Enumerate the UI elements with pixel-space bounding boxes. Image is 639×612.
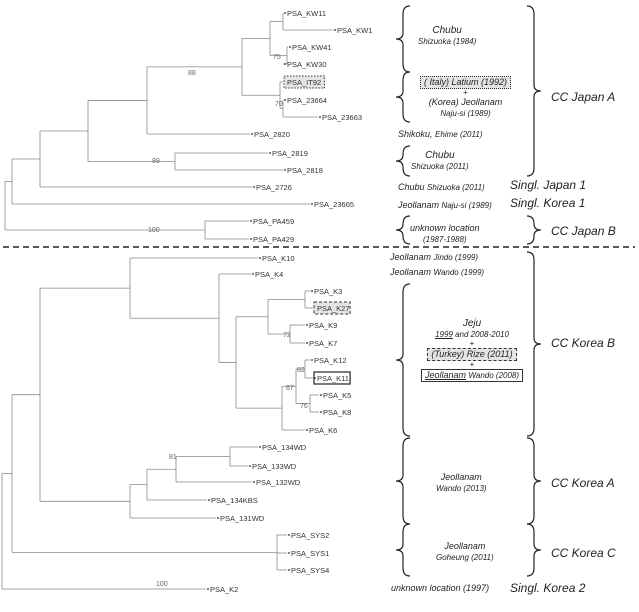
leaf-label-k5: PSA_K5 [323,390,352,400]
clade-cc-korea-a: CC Korea A [551,476,615,490]
bootstrap-value: 67 [286,385,294,392]
clade-brace [396,146,410,176]
location-jindo: Jeollanam Jindo (1999) [390,252,479,262]
bootstrap-value: 89 [152,158,160,165]
leaf-label-pa459: PSA_PA459 [253,216,295,226]
latium-highlight-box: ( Italy) Latium (1992) [420,76,511,89]
leaf-dot [284,169,286,171]
leaf-label-wd131: PSA_131WD [220,513,265,523]
turkey-highlight-box: (Turkey) Rize (2011) [427,348,516,361]
leaf-dot [249,465,251,467]
leaf-label-k9: PSA_K9 [309,320,338,330]
location-goheung: Jeollanam Goheung (2011) [436,541,494,562]
leaf-label-p23665: PSA_23665 [314,199,355,209]
bootstrap-value: 70 [275,101,283,108]
leaf-dot [288,569,290,571]
clade-brace [396,524,410,576]
clade-brace [396,72,410,122]
leaf-label-k7: PSA_K7 [309,338,338,348]
location-latium-jeollanam: ( Italy) Latium (1992) + (Korea) Jeollanam Naju-si (1989) [420,76,511,119]
tree-branches [2,13,333,589]
leaf-dot [217,517,219,519]
leaf-label-k12: PSA_K12 [314,355,347,365]
leaf-dot [253,481,255,483]
leaf-dot [320,394,322,396]
clade-singl-korea-2: Singl. Korea 2 [510,581,586,595]
leaf-dot [208,499,210,501]
leaf-label-p2820: PSA_2820 [254,129,290,139]
leaf-dot [311,203,313,205]
leaf-dot [311,290,313,292]
leaf-dot [289,46,291,48]
leaf-label-p2726: PSA_2726 [256,182,292,192]
leaf-dot [259,446,261,448]
bootstrap-value: 75 [273,54,281,61]
leaf-dot [288,552,290,554]
leaf-label-kw30: PSA_KW30 [287,59,327,69]
leaf-dot [284,99,286,101]
clade-brace [527,438,541,524]
leaf-label-kw1: PSA_KW1 [337,25,373,35]
leaf-dot [207,588,209,590]
location-unknown-1997: unknown location (1997) [391,583,490,593]
location-wando-1999: Jeollanam Wando (1999) [390,267,485,277]
leaf-dot [284,63,286,65]
leaf-dot [284,12,286,14]
leaf-dot [269,152,271,154]
leaf-label-kw41: PSA_KW41 [292,42,332,52]
leaf-label-p23663: PSA_23663 [322,112,363,122]
bootstrap-value: 100 [148,227,160,234]
bootstrap-value: 88 [188,70,196,77]
bootstrap-value: 72 [283,332,291,339]
location-chubu-2011-a: Chubu Shizuoka (2011) [411,150,469,171]
leaf-label-sys4: PSA_SYS4 [291,565,330,575]
location-unknown-1987: unknown location (1987-1988) [410,223,480,244]
bootstrap-value: 82 [297,367,305,374]
leaf-label-p2818: PSA_2818 [287,165,323,175]
leaf-label-wd134: PSA_134WD [262,442,307,452]
wando-2008-highlight-box: Jeollanam Wando (2008) [421,369,523,382]
leaf-dot [319,116,321,118]
clade-cc-japan-b: CC Japan B [551,224,616,238]
leaf-label-sys2: PSA_SYS2 [291,530,330,540]
location-jeju-group: Jeju 1999 and 2008-2010 + (Turkey) Rize (2011) + Jeollanam Wando (2008) [412,318,532,382]
leaf-dot [253,186,255,188]
leaf-label-k10: PSA_K10 [262,253,295,263]
location-chubu-2011-b: Chubu Shizuoka (2011) [398,182,485,192]
clade-singl-japan-1: Singl. Japan 1 [510,178,587,192]
leaf-label-k27: PSA_K27 [317,303,350,313]
location-jeollanam-naju-b: Jeollanam Naju-si (1989) [398,200,492,210]
leaf-dot [306,429,308,431]
leaf-label-k11: PSA_K11 [317,373,349,383]
leaf-label-p23664: PSA_23664 [287,95,328,105]
bootstrap-value: 81 [169,454,177,461]
leaf-dot [250,220,252,222]
leaf-dot [311,359,313,361]
location-shikoku: Shikoku, Ehime (2011) [398,129,483,139]
clade-brace [396,216,410,244]
leaf-label-kw11: PSA_KW11 [287,8,327,18]
leaf-label-p2819: PSA_2819 [272,148,308,158]
leaf-label-k4: PSA_K4 [255,269,284,279]
clade-cc-korea-b: CC Korea B [551,336,616,350]
clade-brace [396,6,410,72]
leaf-label-k3: PSA_K3 [314,286,343,296]
clade-brace [396,284,410,436]
leaf-dot [251,133,253,135]
leaf-dot [250,238,252,240]
clade-cc-korea-c: CC Korea C [551,546,616,560]
leaf-dot [306,324,308,326]
location-wando-2013: Jeollanam Wando (2013) [436,472,487,493]
clade-cc-japan-a: CC Japan A [551,90,616,104]
leaf-label-k2: PSA_K2 [210,584,239,594]
clade-brace [527,524,541,576]
leaf-dot [320,411,322,413]
clade-brace [396,438,410,524]
leaf-labels [207,9,372,594]
leaf-dot [252,273,254,275]
leaf-dot [306,342,308,344]
leaf-label-it92: PSA_IT92 [287,77,322,87]
bootstrap-value: 76 [300,403,308,410]
leaf-dot [259,257,261,259]
clade-brace [527,6,541,176]
clade-singl-korea-1: Singl. Korea 1 [510,196,586,210]
leaf-label-kbs134: PSA_134KBS [211,495,258,505]
leaf-label-k6: PSA_K6 [309,425,338,435]
clade-brace [527,216,541,244]
leaf-label-sys1: PSA_SYS1 [291,548,330,558]
leaf-label-pa429: PSA_PA429 [253,234,295,244]
location-chubu-1984: Chubu Shizuoka (1984) [418,25,477,46]
bootstrap-value: 100 [156,581,168,588]
leaf-dot [288,534,290,536]
leaf-label-k8: PSA_K8 [323,407,352,417]
leaf-label-wd133: PSA_133WD [252,461,297,471]
leaf-label-wd132: PSA_132WD [256,477,301,487]
leaf-dot [334,29,336,31]
